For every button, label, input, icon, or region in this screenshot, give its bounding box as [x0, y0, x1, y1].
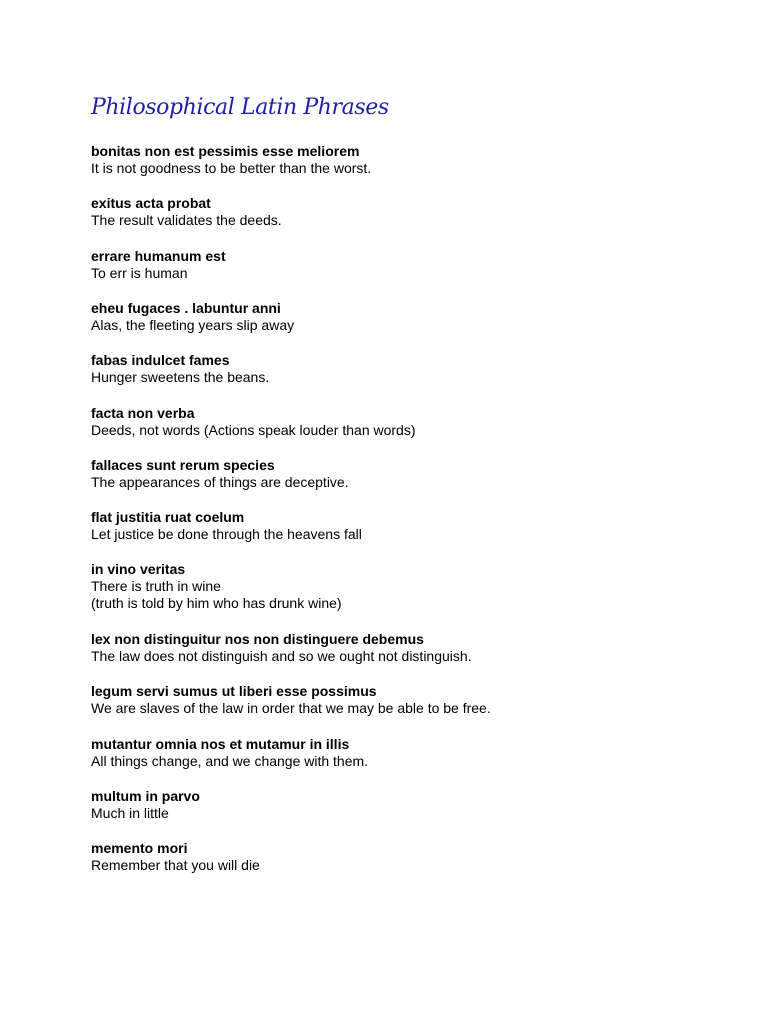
phrase-translation: All things change, and we change with them.	[91, 753, 369, 769]
phrase-entry	[91, 683, 731, 717]
latin-phrase: eheu fugaces . labuntur anni	[91, 300, 281, 316]
phrase-entry	[91, 840, 731, 874]
latin-phrase: fabas indulcet fames	[91, 352, 230, 368]
phrase-entry	[91, 631, 731, 665]
latin-phrase: errare humanum est	[91, 248, 226, 264]
phrase-entry	[91, 561, 731, 612]
phrase-entry	[91, 248, 731, 282]
phrase-translation: Remember that you will die	[91, 857, 260, 873]
document-title: Philosophical Latin Phrases	[91, 95, 389, 120]
phrase-translation: There is truth in wine	[91, 578, 221, 594]
phrase-entry	[91, 457, 731, 491]
latin-phrase: lex non distinguitur nos non distinguere debemus	[91, 631, 424, 647]
latin-phrase: mutantur omnia nos et mutamur in illis	[91, 736, 350, 752]
phrase-translation: The appearances of things are deceptive.	[91, 474, 349, 490]
phrase-translation: We are slaves of the law in order that we may be able to be free.	[91, 700, 491, 716]
phrase-translation: The law does not distinguish and so we ought not distinguish.	[91, 648, 472, 664]
phrase-entry	[91, 300, 731, 334]
phrase-entry	[91, 143, 731, 177]
phrase-entry	[91, 195, 731, 229]
phrase-translation: Alas, the fleeting years slip away	[91, 317, 295, 333]
phrase-translation: Hunger sweetens the beans.	[91, 369, 270, 385]
latin-phrase: facta non verba	[91, 405, 195, 421]
phrase-translation: To err is human	[91, 265, 188, 281]
phrase-entry	[91, 509, 731, 543]
phrase-entry	[91, 788, 731, 822]
phrase-entry	[91, 352, 731, 386]
phrase-translation: The result validates the deeds.	[91, 212, 282, 228]
latin-phrase: bonitas non est pessimis esse meliorem	[91, 143, 360, 159]
phrase-entry	[91, 405, 731, 439]
phrase-translation-note: (truth is told by him who has drunk wine)	[91, 595, 342, 611]
latin-phrase: exitus acta probat	[91, 195, 211, 211]
latin-phrase: flat justitia ruat coelum	[91, 509, 245, 525]
latin-phrase: multum in parvo	[91, 788, 200, 804]
phrase-translation: Much in little	[91, 805, 169, 821]
phrase-entry	[91, 736, 731, 770]
latin-phrase: legum servi sumus ut liberi esse possimus	[91, 683, 377, 699]
latin-phrase: memento mori	[91, 840, 188, 856]
latin-phrase: fallaces sunt rerum species	[91, 457, 275, 473]
phrase-translation: It is not goodness to be better than the worst.	[91, 160, 372, 176]
latin-phrase: in vino veritas	[91, 561, 186, 577]
phrase-translation: Let justice be done through the heavens fall	[91, 526, 362, 542]
phrase-translation: Deeds, not words (Actions speak louder than words)	[91, 422, 416, 438]
